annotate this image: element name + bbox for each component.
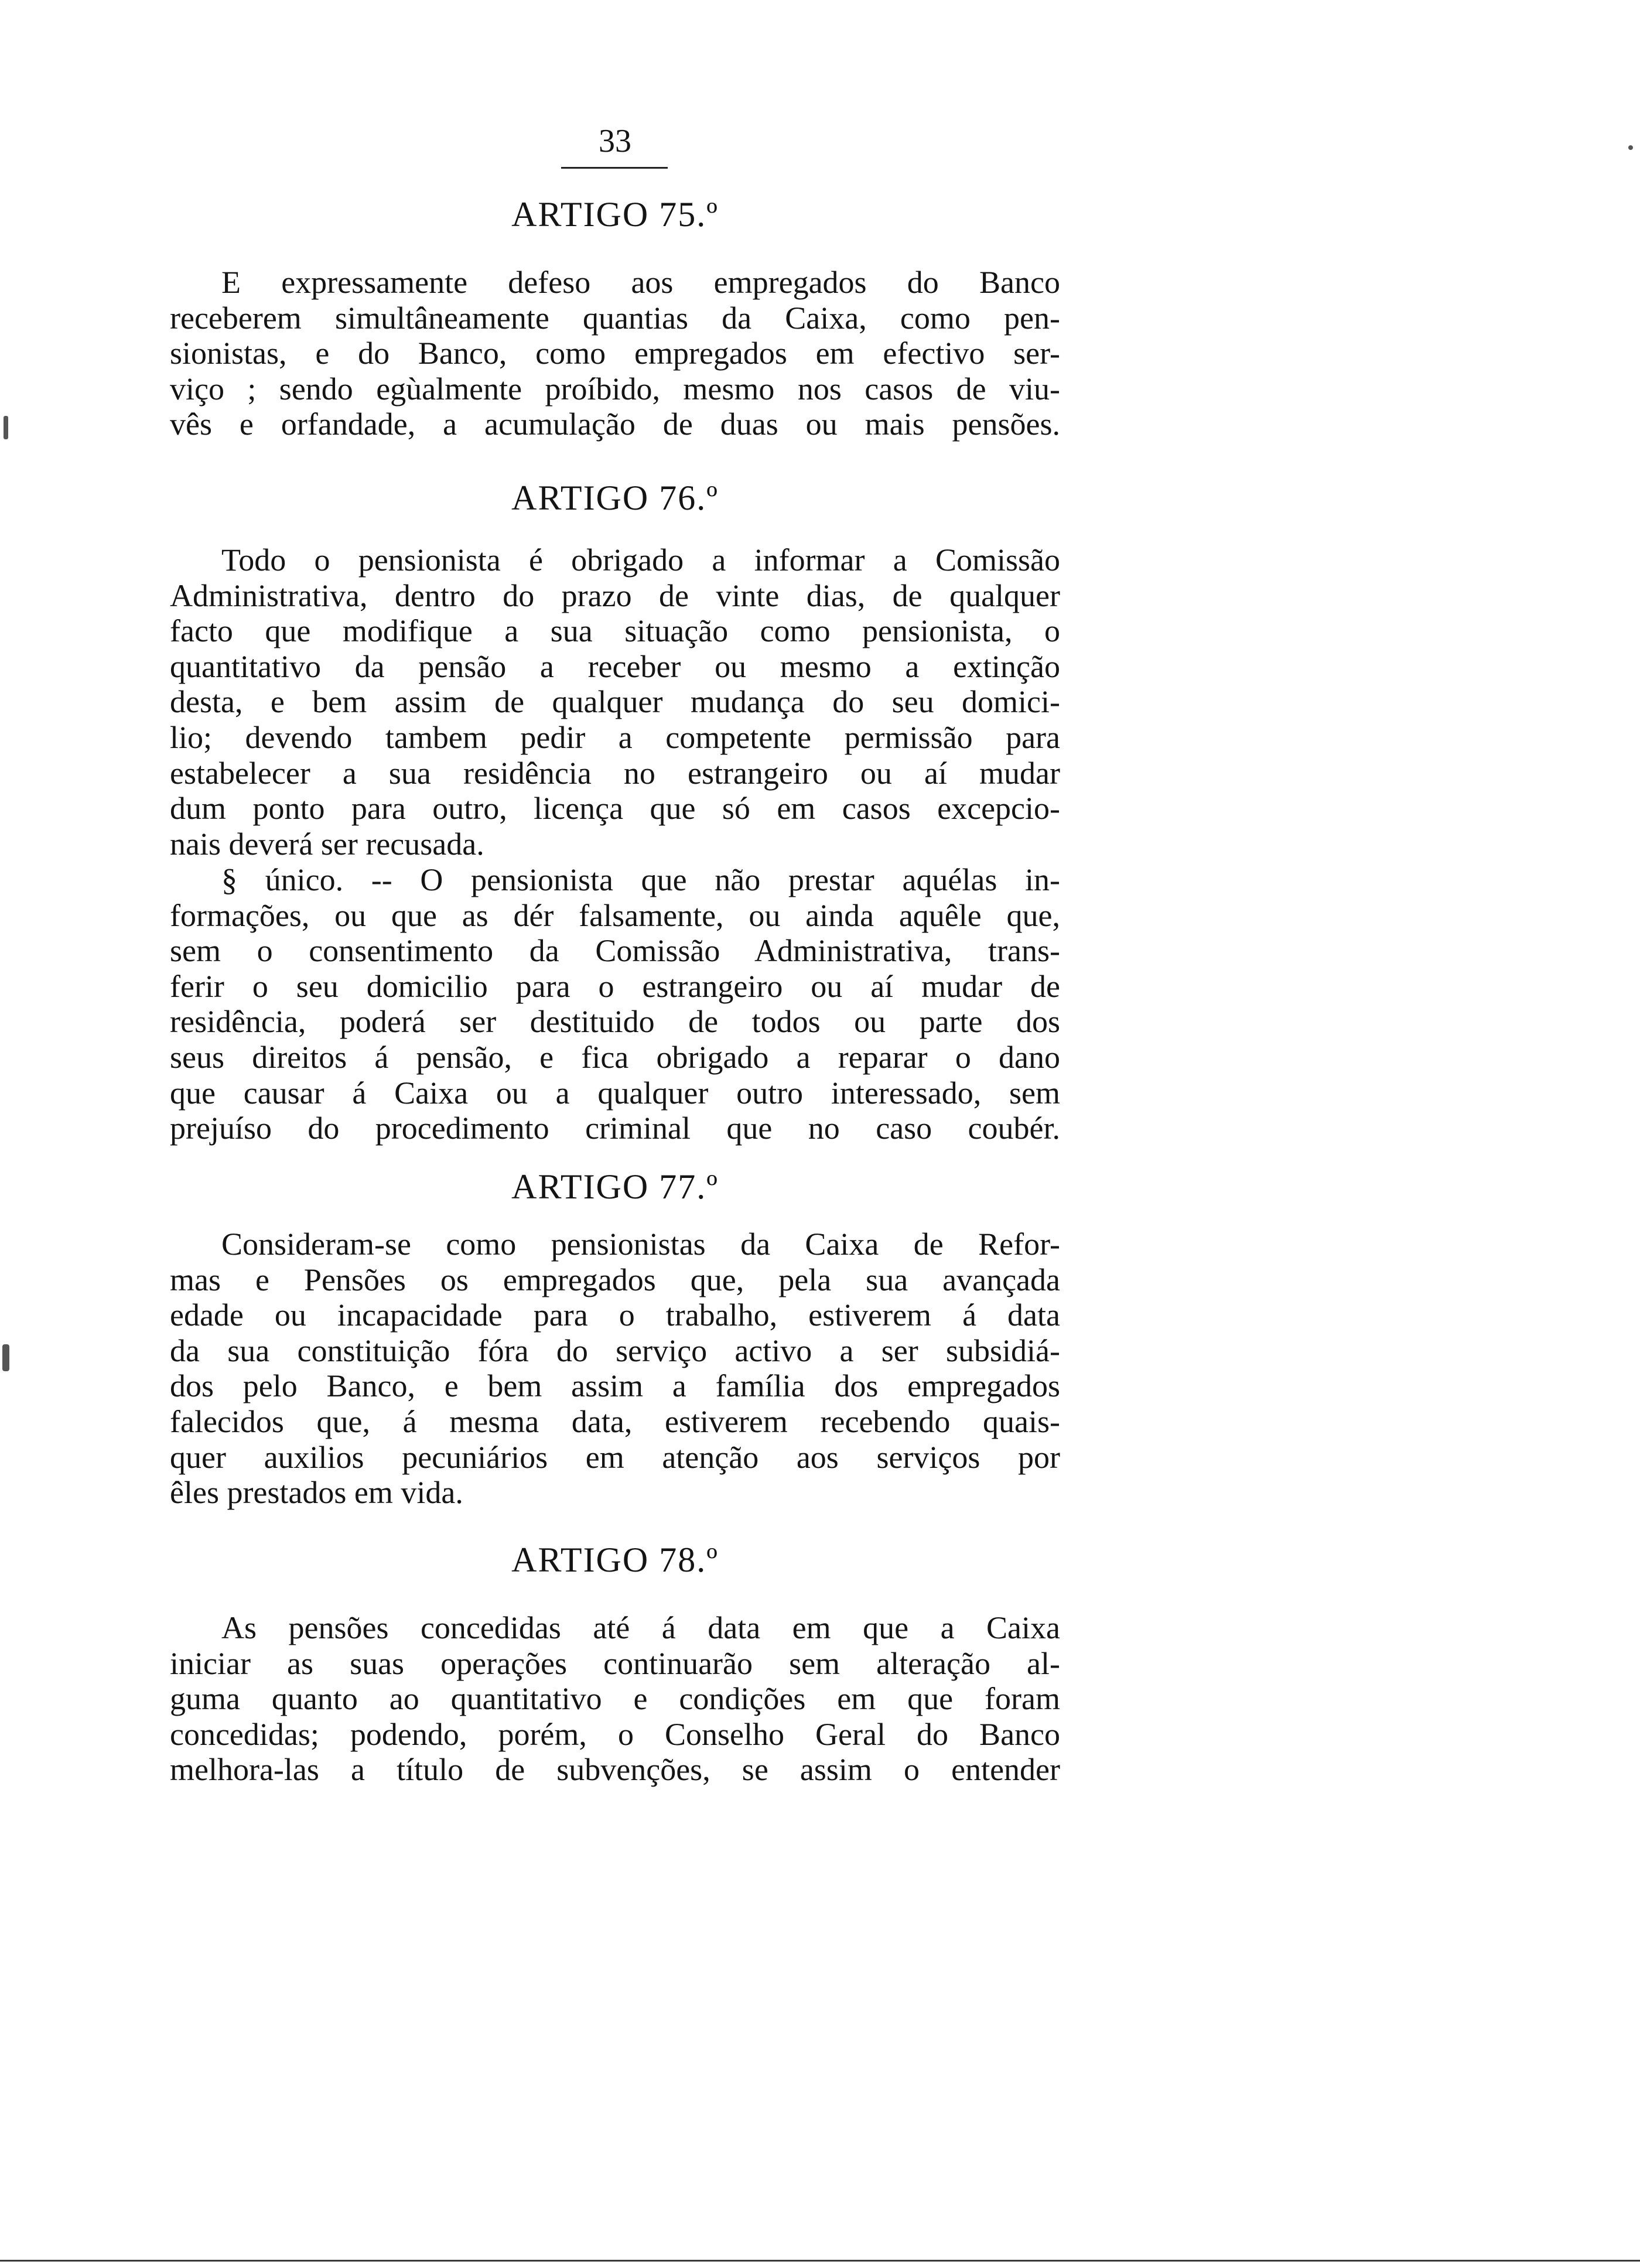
text-line: ferir o seu domicilio para o estrangeiro ou aí mudar de [170, 968, 1060, 1004]
scan-speck [4, 416, 8, 439]
text-line: da sua constituição fóra do serviço activo a ser subsidiá- [170, 1333, 1060, 1368]
scan-speck [2, 1344, 9, 1371]
text-line: estabelecer a sua residência no estrangeiro ou aí mudar [170, 755, 1060, 791]
article-76-paragraph [170, 542, 1060, 862]
text-line: seus direitos á pensão, e fica obrigado a reparar o dano [170, 1039, 1060, 1075]
text-line: formações, ou que as dér falsamente, ou ainda aquêle que, [170, 897, 1060, 933]
text-line: § único. -- O pensionista que não prestar aquélas in- [221, 862, 1060, 897]
text-line: mas e Pensões os empregados que, pela sua avançada [170, 1262, 1060, 1297]
text-line: residência, poderá ser destituido de todos ou parte dos [170, 1004, 1060, 1040]
page-number: 33 [599, 123, 631, 159]
article-heading-77: ARTIGO 77.º [511, 1167, 719, 1206]
text-line: que causar á Caixa ou a qualquer outro interessado, sem [170, 1075, 1060, 1111]
text-line: facto que modifique a sua situação como pensionista, o [170, 613, 1060, 649]
text-line: dos pelo Banco, e bem assim a família dos empregados [170, 1368, 1060, 1404]
text-line: Consideram-se como pensionistas da Caixa de Refor- [221, 1227, 1060, 1262]
text-line: dum ponto para outro, licença que só em casos excepcio- [170, 791, 1060, 826]
text-line: lio; devendo tambem pedir a competente permissão para [170, 719, 1060, 755]
article-75-paragraph [170, 265, 1060, 442]
article-heading-76: ARTIGO 76.º [511, 479, 719, 517]
text-line: desta, e bem assim de qualquer mudança do seu domici- [170, 684, 1060, 720]
scan-speck [1628, 145, 1633, 150]
text-line: Todo o pensionista é obrigado a informar a Comissão [221, 542, 1060, 578]
text-line: E expressamente defeso aos empregados do Banco [221, 265, 1060, 300]
text-line: As pensões concedidas até á data em que a Caixa [221, 1610, 1060, 1645]
text-line: Administrativa, dentro do prazo de vinte dias, de qualquer [170, 578, 1060, 613]
text-line: prejuíso do procedimento criminal que no caso coubér. [170, 1111, 1060, 1146]
text-line: concedidas; podendo, porém, o Conselho Geral do Banco [170, 1716, 1060, 1752]
text-line: iniciar as suas operações continuarão sem alteração al- [170, 1645, 1060, 1681]
article-heading-78: ARTIGO 78.º [511, 1541, 719, 1579]
page-bottom-rule [0, 2260, 1640, 2262]
article-78-paragraph [170, 1610, 1060, 1788]
article-heading-75: ARTIGO 75.º [511, 195, 719, 234]
text-line: sionistas, e do Banco, como empregados em efectivo ser- [170, 336, 1060, 371]
text-line: falecidos que, á mesma data, estiverem recebendo quais- [170, 1403, 1060, 1439]
text-line: receberem simultâneamente quantias da Caixa, como pen- [170, 300, 1060, 336]
text-line: guma quanto ao quantitativo e condições em que foram [170, 1681, 1060, 1717]
page-number-rule [561, 167, 668, 169]
text-line: vês e orfandade, a acumulação de duas ou mais pensões. [170, 407, 1060, 442]
article-76-sole-paragraph [170, 862, 1060, 1146]
text-line: viço ; sendo egùalmente proíbido, mesmo nos casos de viu- [170, 371, 1060, 407]
text-line: edade ou incapacidade para o trabalho, estiverem á data [170, 1297, 1060, 1333]
text-line: quantitativo da pensão a receber ou mesmo a extinção [170, 648, 1060, 684]
text-line: quer auxilios pecuniários em atenção aos serviços por [170, 1439, 1060, 1475]
text-line: nais deverá ser recusada. [170, 826, 484, 862]
article-77-paragraph [170, 1227, 1060, 1511]
text-line: sem o consentimento da Comissão Administrativa, trans- [170, 933, 1060, 969]
text-line: melhora-las a título de subvenções, se assim o entender [170, 1752, 1060, 1788]
text-line: êles prestados em vida. [170, 1475, 463, 1511]
